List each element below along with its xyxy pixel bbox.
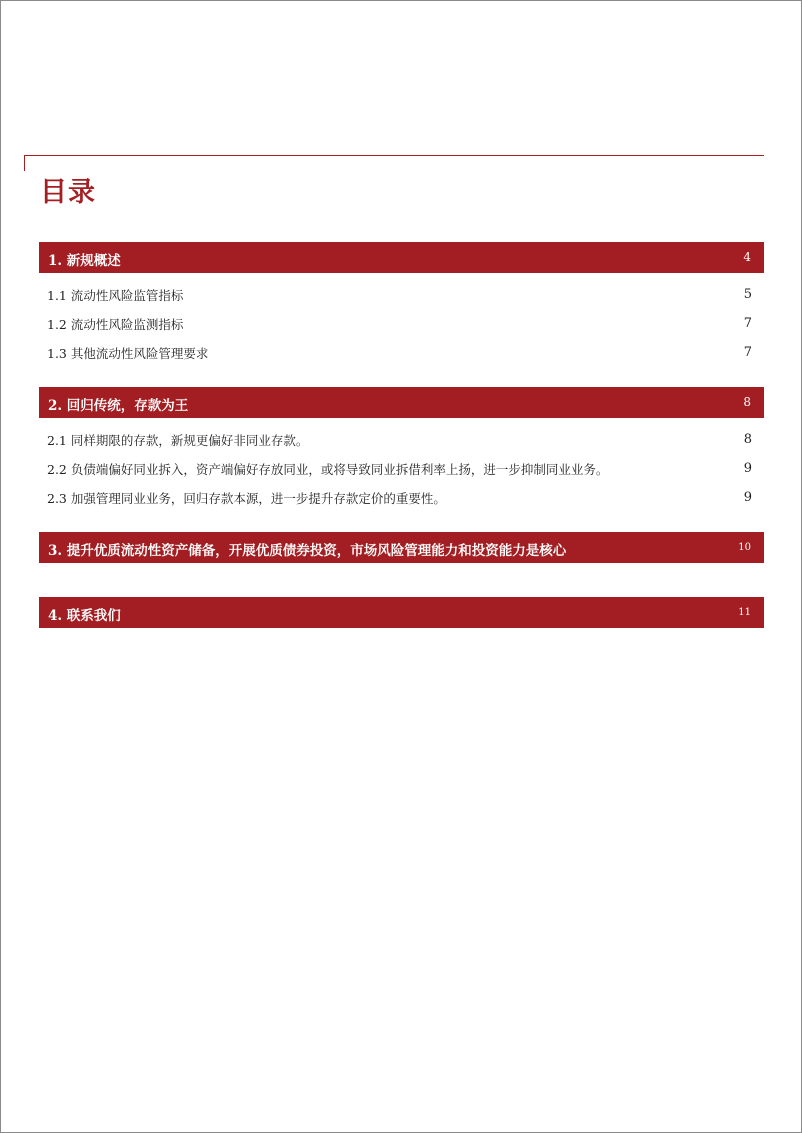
toc-section-page: 10 <box>738 542 751 553</box>
toc-section-page: 11 <box>738 607 751 618</box>
toc-item-page: 5 <box>743 287 752 302</box>
toc-section-page: 8 <box>743 395 751 409</box>
toc-section-3[interactable] <box>39 532 764 563</box>
toc-section-label: 4. 联系我们 <box>48 608 121 624</box>
toc-item-page: 8 <box>743 432 752 447</box>
toc-item-1-1[interactable] <box>47 286 752 306</box>
toc-section-label: 3. 提升优质流动性资产储备，开展优质债券投资，市场风险管理能力和投资能力是核心 <box>48 543 567 559</box>
toc-item-2-3[interactable] <box>47 489 752 509</box>
header-rule-tick <box>24 155 25 171</box>
toc-item-label: 2.2 负债端偏好同业拆入，资产端偏好存放同业，或将导致同业拆借利率上扬，进一步抑制同业业务。 <box>47 462 609 477</box>
toc-item-label: 1.1 流动性风险监管指标 <box>47 288 184 303</box>
toc-section-2[interactable] <box>39 387 764 418</box>
toc-item-1-2[interactable] <box>47 315 752 335</box>
toc-item-1-3[interactable] <box>47 344 752 364</box>
toc-item-page: 9 <box>743 490 752 505</box>
toc-section-label: 2. 回归传统，存款为王 <box>48 398 189 414</box>
toc-item-2-1[interactable] <box>47 431 752 451</box>
toc-item-label: 2.3 加强管理同业业务，回归存款本源，进一步提升存款定价的重要性。 <box>47 491 446 506</box>
toc-item-page: 7 <box>743 345 752 360</box>
header-rule <box>24 155 764 156</box>
toc-section-page: 4 <box>743 250 751 264</box>
toc-item-2-2[interactable] <box>47 460 752 480</box>
toc-section-label: 1. 新规概述 <box>48 253 121 269</box>
toc-item-label: 1.3 其他流动性风险管理要求 <box>47 346 209 361</box>
toc-item-label: 2.1 同样期限的存款，新规更偏好非同业存款。 <box>47 433 309 448</box>
toc-item-page: 7 <box>743 316 752 331</box>
toc-section-1[interactable] <box>39 242 764 273</box>
toc-item-label: 1.2 流动性风险监测指标 <box>47 317 184 332</box>
toc-section-4[interactable] <box>39 597 764 628</box>
toc-item-page: 9 <box>743 461 752 476</box>
toc-title: 目录 <box>40 177 96 208</box>
